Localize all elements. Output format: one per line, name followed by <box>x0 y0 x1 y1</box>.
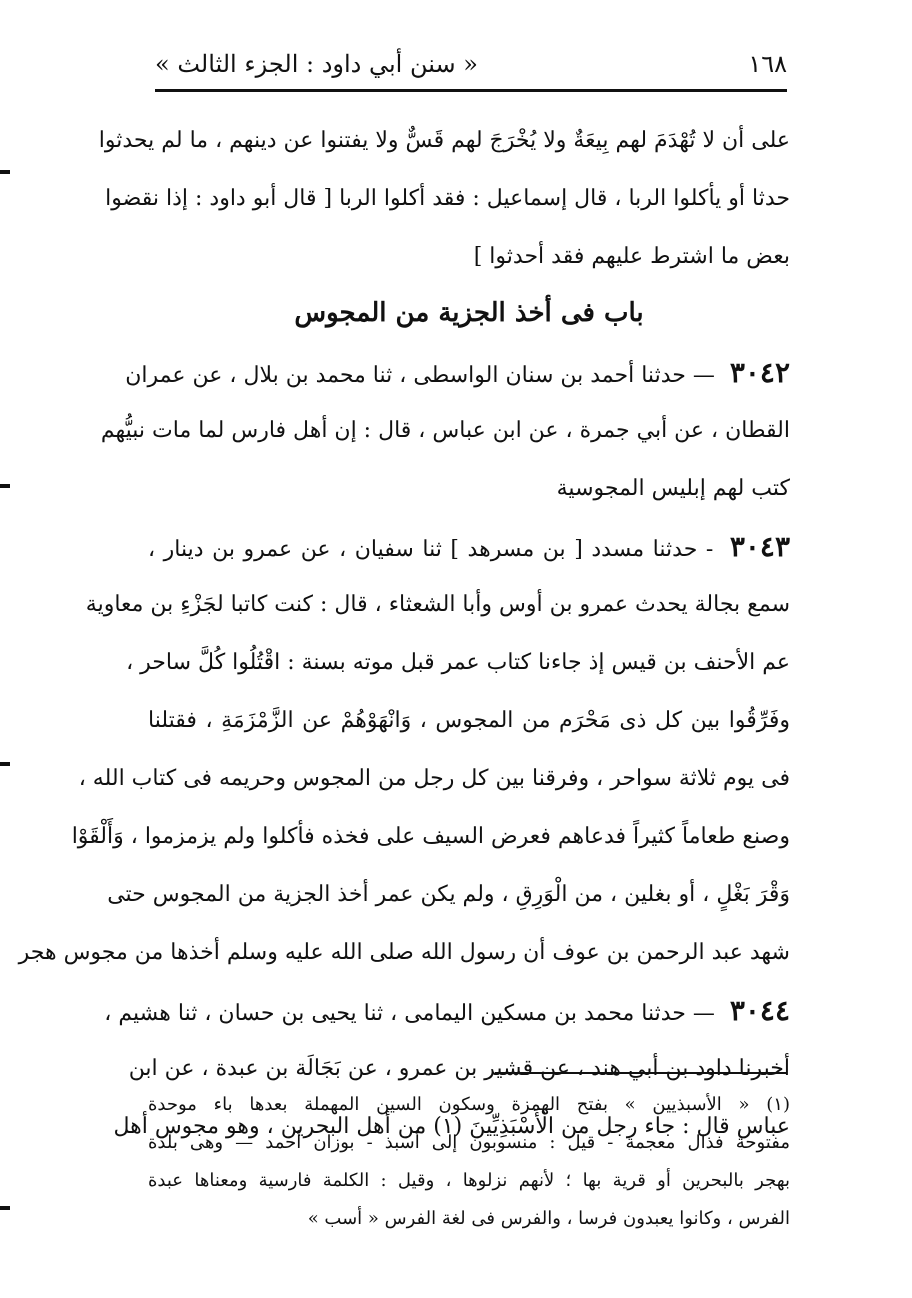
hadith-number: ٣٠٤٤ <box>729 994 790 1027</box>
margin-mark <box>0 484 10 488</box>
footnote-rule <box>495 1072 787 1074</box>
hadith-line <box>125 344 790 402</box>
footnote-line: بهجر بالبحرين أو قرية بها ؛ لأنهم نزلوها ، وقيل : الكلمة فارسية ومعناها عبدة <box>148 1170 790 1191</box>
hadith-line: سمع بجالة يحدث عمرو بن أوس وأبا الشعثاء ، قال : كنت كاتبا لجَزْءِ بن معاوية <box>85 592 790 617</box>
hadith-number: ٣٠٤٣ <box>729 530 790 563</box>
hadith-line: عم الأحنف بن قيس إذ جاءنا كتاب عمر قبل موته بسنة : اقْتُلُوا كُلَّ ساحر ، <box>126 650 790 675</box>
hadith-line: فى يوم ثلاثة سواحر ، وفرقنا بين كل رجل من المجوس وحريمه فى كتاب الله ، <box>78 766 790 791</box>
hadith-line: شهد عبد الرحمن بن عوف أن رسول الله صلى الله عليه وسلم أخذها من مجوس هجر <box>18 940 790 965</box>
hadith-line: وصنع طعاماً كثيراً فدعاهم فعرض السيف على فخذه فأكلوا ولم يزمزموا ، وَأَلْقَوْا <box>71 824 790 849</box>
footnote-line: مفتوحة فذال معجمة - قيل : منسوبون إلى أسبذ - بوزان أحمد — وهى بلدة <box>148 1132 790 1153</box>
hadith-number: ٣٠٤٢ <box>729 356 790 389</box>
margin-mark <box>0 762 10 766</box>
main-text <box>18 112 790 1156</box>
hadith-line: وفَرِّقُوا بين كل ذى مَحْرَم من المجوس ، وَانْهَوْهُمْ عن الزَّمْزَمَةِ ، فقتلنا <box>148 708 790 733</box>
text-line: بعض ما اشترط عليهم فقد أحدثوا ] <box>473 244 790 269</box>
footnotes <box>113 1086 790 1238</box>
page-header <box>155 44 787 84</box>
text-line: على أن لا تُهْدَمَ لهم بِيعَةٌ ولا يُخْرَجَ لهم قَسٌّ ولا يفتنوا عن دينهم ، ما لم يحدثوا <box>98 128 790 153</box>
margin-mark <box>0 1206 10 1210</box>
hadith-line: وَقْرَ بَغْلٍ ، أو بغلين ، من الْوَرِقِ ، ولم يكن عمر أخذ الجزية من المجوس حتى <box>107 882 790 907</box>
header-rule <box>155 89 787 92</box>
footnote-line: (١) « الأسبذيين » بفتح الهمزة وسكون السين المهملة بعدها باء موحدة <box>148 1094 790 1115</box>
hadith-line: القطان ، عن أبي جمرة ، عن ابن عباس ، قال : إن أهل فارس لما مات نبيُّهم <box>100 418 790 443</box>
running-title: « سنن أبي داود : الجزء الثالث » <box>155 50 478 78</box>
page-number: ١٦٨ <box>748 50 787 78</box>
hadith-text: - حدثنا مسدد [ بن مسرهد ] ثنا سفيان ، عن عمرو بن دينار ، <box>148 537 714 562</box>
margin-mark <box>0 170 10 174</box>
hadith-line <box>148 518 790 576</box>
hadith-line <box>104 982 790 1040</box>
section-title: باب فى أخذ الجزية من المجوس <box>294 298 644 328</box>
hadith-text: — حدثنا أحمد بن سنان الواسطى ، ثنا محمد بن بلال ، عن عمران <box>125 363 715 388</box>
hadith-line: كتب لهم إبليس المجوسية <box>556 476 790 501</box>
footnote-line: الفرس ، وكانوا يعبدون فرسا ، والفرس فى لغة الفرس « أسب » <box>307 1208 790 1229</box>
hadith-text: — حدثنا محمد بن مسكين اليمامى ، ثنا يحيى بن حسان ، ثنا هشيم ، <box>104 1001 715 1026</box>
hadith-line: أخبرنا داود بن أبي هند ، عن قشير بن عمرو ، عن بَجَالَة بن عبدة ، عن ابن <box>128 1056 790 1081</box>
text-line: حدثا أو يأكلوا الربا ، قال إسماعيل : فقد أكلوا الربا [ قال أبو داود : إذا نقضوا <box>105 186 790 211</box>
hadith-line: عباس قال : جاء رجل من الْأَسْبَذِيِّينَ (١) من أهل البحرين ، وهو مجوس أهل <box>113 1114 790 1139</box>
